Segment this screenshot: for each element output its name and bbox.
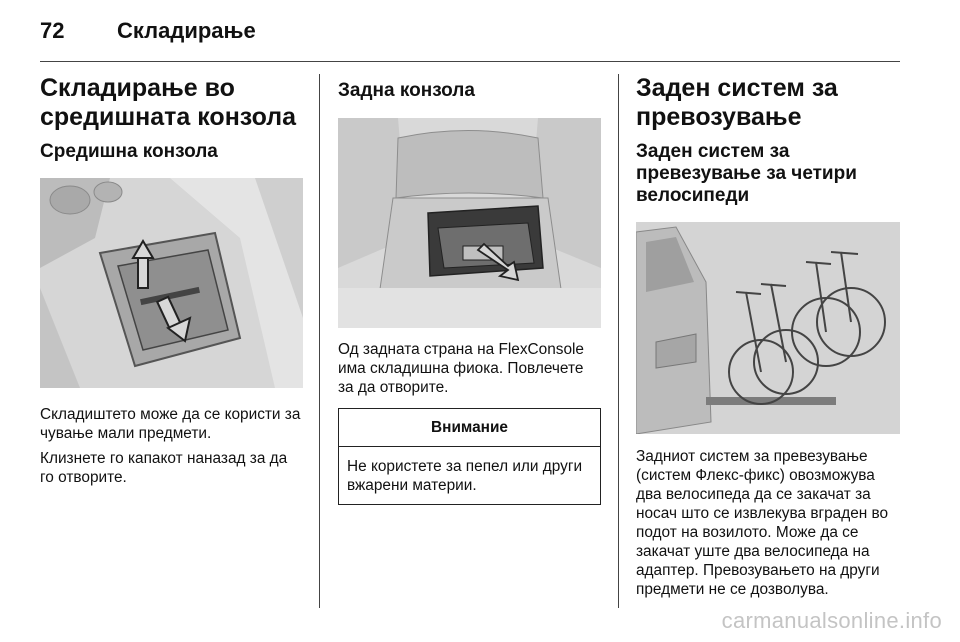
column-divider (319, 74, 320, 608)
body-paragraph: Од задната страна на FlexConsole има складишна фиока. Повлечете за да отворите. (338, 341, 584, 396)
bicycle-carrier-illustration (636, 222, 900, 434)
body-paragraph: Складиштето може да се користи за чување мали предмети. (40, 406, 301, 442)
notice-box (338, 408, 601, 505)
notice-text: Не користете за пепел или други вжарени материи. (347, 458, 583, 494)
column-rear-console (338, 74, 601, 505)
column-rear-carrier (636, 74, 900, 599)
header-rule (40, 61, 900, 62)
watermark: carmanualsonline.info (721, 608, 942, 633)
subsection-title: Средишна конзола (40, 141, 218, 162)
body-paragraph: Задниот систем за превезување (систем Флекс-фикс) овозможува два велосипеда да се закачат за носач што се извлекува вграден во подот на возилото. Може да се закачат уште два велосипеда на адаптер. Превозувањето на други предмети не се дозволува. (636, 448, 889, 598)
page-number: 72 (40, 18, 65, 43)
rear-console-illustration (338, 118, 601, 328)
section-title: Заден систем за превозување (636, 74, 838, 131)
subsection-title: Задна конзола (338, 80, 475, 101)
notice-title: Внимание (339, 409, 600, 447)
column-divider (618, 74, 619, 608)
section-title: Складирање во средишната конзола (40, 74, 297, 131)
center-console-illustration (40, 178, 303, 388)
subsection-title: Заден систем за превезување за четири велосипеди (636, 141, 857, 206)
column-center-console (40, 74, 303, 487)
running-title: Складирање (117, 18, 256, 43)
body-paragraph: Клизнете го капакот наназад за да го отворите. (40, 450, 288, 486)
